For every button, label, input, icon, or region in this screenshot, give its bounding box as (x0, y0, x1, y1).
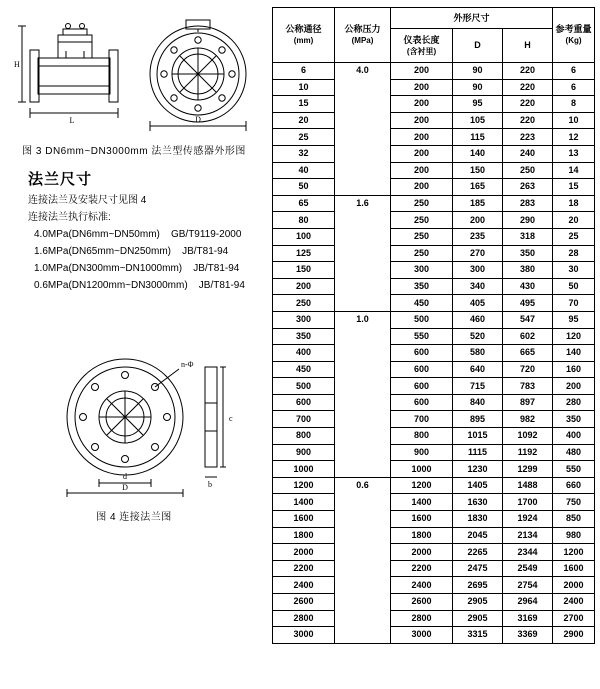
specification-table (272, 7, 595, 644)
table-row (273, 162, 595, 179)
cell-dim-d: 520 (453, 328, 503, 345)
cell-meter-length: 700 (391, 411, 453, 428)
table-row (273, 477, 595, 494)
cell-nominal-diameter: 6 (273, 63, 335, 80)
cell-reference-weight: 50 (553, 278, 595, 295)
svg-text:D: D (122, 483, 128, 492)
cell-dim-h: 1924 (503, 511, 553, 528)
cell-nominal-diameter: 50 (273, 179, 335, 196)
cell-meter-length: 250 (391, 212, 453, 229)
cell-reference-weight: 14 (553, 162, 595, 179)
cell-meter-length: 2200 (391, 560, 453, 577)
cell-reference-weight: 480 (553, 444, 595, 461)
cell-reference-weight: 6 (553, 63, 595, 80)
cell-dim-d: 1830 (453, 511, 503, 528)
cell-dim-h: 665 (503, 345, 553, 362)
cell-dim-h: 220 (503, 63, 553, 80)
cell-nominal-diameter: 1600 (273, 511, 335, 528)
header-dim-d: D (453, 29, 503, 63)
cell-dim-d: 185 (453, 195, 503, 212)
cell-nominal-diameter: 2800 (273, 610, 335, 627)
cell-nominal-diameter: 40 (273, 162, 335, 179)
cell-nominal-diameter: 500 (273, 378, 335, 395)
cell-nominal-diameter: 25 (273, 129, 335, 146)
cell-meter-length: 200 (391, 179, 453, 196)
cell-meter-length: 2600 (391, 594, 453, 611)
cell-reference-weight: 2700 (553, 610, 595, 627)
table-row (273, 228, 595, 245)
left-column (0, 0, 268, 689)
spec-line-4: 1.0MPa(DN300mm~DN1000mm) JB/T81-94 (34, 263, 240, 274)
cell-meter-length: 300 (391, 262, 453, 279)
cell-nominal-diameter: 3000 (273, 627, 335, 644)
cell-reference-weight: 1600 (553, 560, 595, 577)
cell-dim-h: 350 (503, 245, 553, 262)
cell-meter-length: 2000 (391, 544, 453, 561)
cell-dim-d: 115 (453, 129, 503, 146)
figure-3-caption: 图 3 DN6mm~DN3000mm 法兰型传感器外形图 (22, 146, 246, 157)
cell-dim-h: 290 (503, 212, 553, 229)
cell-dim-d: 1115 (453, 444, 503, 461)
cell-reference-weight: 30 (553, 262, 595, 279)
table-row (273, 311, 595, 328)
header-meter-length (391, 29, 453, 63)
cell-meter-length: 600 (391, 345, 453, 362)
cell-meter-length: 200 (391, 162, 453, 179)
cell-meter-length: 200 (391, 96, 453, 113)
cell-dim-d: 2475 (453, 560, 503, 577)
cell-nominal-diameter: 20 (273, 112, 335, 129)
cell-dim-h: 240 (503, 145, 553, 162)
cell-reference-weight: 8 (553, 96, 595, 113)
cell-reference-weight: 15 (553, 179, 595, 196)
spec-line-1: 连接法兰执行标准: (28, 212, 111, 223)
table-row (273, 262, 595, 279)
cell-dim-h: 283 (503, 195, 553, 212)
svg-text:L: L (69, 116, 75, 125)
table-row (273, 63, 595, 80)
cell-reference-weight: 2000 (553, 577, 595, 594)
table-row (273, 610, 595, 627)
cell-nominal-diameter: 1000 (273, 461, 335, 478)
cell-dim-h: 3369 (503, 627, 553, 644)
cell-dim-h: 1092 (503, 428, 553, 445)
cell-meter-length: 350 (391, 278, 453, 295)
cell-dim-h: 3169 (503, 610, 553, 627)
cell-nominal-diameter: 32 (273, 145, 335, 162)
table-row (273, 394, 595, 411)
cell-meter-length: 600 (391, 378, 453, 395)
header-nominal-diameter-text: 公称通径 (285, 24, 322, 34)
cell-reference-weight: 400 (553, 428, 595, 445)
cell-reference-weight: 13 (553, 145, 595, 162)
section-title-flange-size: 法兰尺寸 (28, 171, 93, 188)
cell-nominal-pressure: 4.0 (335, 63, 391, 196)
cell-meter-length: 200 (391, 112, 453, 129)
cell-meter-length: 200 (391, 63, 453, 80)
cell-dim-d: 300 (453, 262, 503, 279)
header-nominal-pressure-text: 公称压力 (344, 24, 381, 34)
cell-dim-h: 220 (503, 96, 553, 113)
table-row (273, 560, 595, 577)
cell-meter-length: 200 (391, 145, 453, 162)
cell-meter-length: 1600 (391, 511, 453, 528)
cell-dim-d: 1015 (453, 428, 503, 445)
cell-nominal-diameter: 65 (273, 195, 335, 212)
cell-meter-length: 450 (391, 295, 453, 312)
cell-meter-length: 600 (391, 361, 453, 378)
cell-dim-h: 2134 (503, 527, 553, 544)
cell-dim-h: 2754 (503, 577, 553, 594)
table-row (273, 179, 595, 196)
cell-nominal-diameter: 300 (273, 311, 335, 328)
cell-nominal-diameter: 1200 (273, 477, 335, 494)
table-row (273, 494, 595, 511)
cell-dim-d: 840 (453, 394, 503, 411)
cell-dim-d: 235 (453, 228, 503, 245)
cell-dim-d: 140 (453, 145, 503, 162)
cell-meter-length: 250 (391, 228, 453, 245)
table-row (273, 96, 595, 113)
table-row (273, 378, 595, 395)
table-row (273, 361, 595, 378)
cell-dim-d: 1405 (453, 477, 503, 494)
header-outline-dimensions: 外形尺寸 (391, 8, 553, 29)
header-meter-length-sub: (含衬里) (406, 46, 437, 56)
table-row (273, 428, 595, 445)
cell-dim-h: 263 (503, 179, 553, 196)
cell-dim-h: 250 (503, 162, 553, 179)
cell-meter-length: 800 (391, 428, 453, 445)
table-row (273, 145, 595, 162)
cell-dim-h: 1700 (503, 494, 553, 511)
cell-dim-d: 90 (453, 63, 503, 80)
header-meter-length-text: 仪表长度 (403, 34, 440, 45)
cell-nominal-diameter: 100 (273, 228, 335, 245)
cell-reference-weight: 140 (553, 345, 595, 362)
specification-table-wrap (272, 7, 594, 644)
cell-reference-weight: 550 (553, 461, 595, 478)
cell-dim-h: 720 (503, 361, 553, 378)
cell-nominal-diameter: 80 (273, 212, 335, 229)
cell-meter-length: 2800 (391, 610, 453, 627)
cell-reference-weight: 280 (553, 394, 595, 411)
cell-dim-d: 405 (453, 295, 503, 312)
cell-nominal-diameter: 2600 (273, 594, 335, 611)
header-nominal-diameter-unit: (mm) (293, 36, 314, 45)
cell-dim-d: 1230 (453, 461, 503, 478)
specification-table-body (273, 63, 595, 644)
cell-reference-weight: 850 (553, 511, 595, 528)
cell-nominal-diameter: 150 (273, 262, 335, 279)
cell-meter-length: 1800 (391, 527, 453, 544)
svg-text:n-Φ: n-Φ (181, 360, 194, 369)
cell-nominal-diameter: 450 (273, 361, 335, 378)
header-reference-weight (553, 8, 595, 63)
header-reference-weight-unit: (Kg) (565, 36, 582, 45)
cell-nominal-diameter: 250 (273, 295, 335, 312)
table-row (273, 411, 595, 428)
cell-dim-d: 340 (453, 278, 503, 295)
cell-nominal-diameter: 125 (273, 245, 335, 262)
cell-dim-d: 2695 (453, 577, 503, 594)
table-row (273, 278, 595, 295)
cell-dim-d: 640 (453, 361, 503, 378)
cell-reference-weight: 10 (553, 112, 595, 129)
header-dim-h: H (503, 29, 553, 63)
cell-meter-length: 2400 (391, 577, 453, 594)
cell-dim-d: 2265 (453, 544, 503, 561)
cell-reference-weight: 350 (553, 411, 595, 428)
cell-dim-h: 318 (503, 228, 553, 245)
cell-nominal-pressure: 1.6 (335, 195, 391, 311)
cell-meter-length: 200 (391, 129, 453, 146)
cell-reference-weight: 2400 (553, 594, 595, 611)
cell-dim-d: 90 (453, 79, 503, 96)
cell-dim-d: 105 (453, 112, 503, 129)
spec-line-5: 0.6MPa(DN1200mm~DN3000mm) JB/T81-94 (34, 280, 245, 291)
cell-meter-length: 600 (391, 394, 453, 411)
cell-reference-weight: 6 (553, 79, 595, 96)
table-row (273, 328, 595, 345)
table-row (273, 79, 595, 96)
cell-reference-weight: 95 (553, 311, 595, 328)
cell-meter-length: 3000 (391, 627, 453, 644)
cell-dim-h: 982 (503, 411, 553, 428)
cell-reference-weight: 1200 (553, 544, 595, 561)
cell-dim-h: 783 (503, 378, 553, 395)
spec-line-2: 4.0MPa(DN6mm~DN50mm) GB/T9119-2000 (34, 229, 242, 240)
cell-dim-d: 3315 (453, 627, 503, 644)
cell-nominal-diameter: 800 (273, 428, 335, 445)
cell-reference-weight: 2900 (553, 627, 595, 644)
header-nominal-pressure-unit: (MPa) (351, 36, 374, 45)
cell-dim-h: 2344 (503, 544, 553, 561)
svg-text:H: H (14, 60, 20, 69)
cell-nominal-pressure: 0.6 (335, 477, 391, 643)
table-row (273, 461, 595, 478)
cell-reference-weight: 28 (553, 245, 595, 262)
header-nominal-diameter (273, 8, 335, 63)
cell-nominal-diameter: 900 (273, 444, 335, 461)
cell-meter-length: 1400 (391, 494, 453, 511)
cell-nominal-diameter: 700 (273, 411, 335, 428)
cell-reference-weight: 120 (553, 328, 595, 345)
cell-reference-weight: 160 (553, 361, 595, 378)
svg-text:d: d (123, 472, 127, 481)
cell-dim-d: 270 (453, 245, 503, 262)
cell-dim-d: 715 (453, 378, 503, 395)
cell-meter-length: 1000 (391, 461, 453, 478)
cell-nominal-diameter: 600 (273, 394, 335, 411)
cell-dim-h: 897 (503, 394, 553, 411)
table-row (273, 444, 595, 461)
cell-meter-length: 250 (391, 195, 453, 212)
figure-connection-flange (55, 355, 245, 500)
table-row (273, 212, 595, 229)
cell-dim-d: 580 (453, 345, 503, 362)
cell-dim-h: 430 (503, 278, 553, 295)
cell-dim-d: 200 (453, 212, 503, 229)
cell-dim-h: 1192 (503, 444, 553, 461)
spec-line-3: 1.6MPa(DN65mm~DN250mm) JB/T81-94 (34, 246, 229, 257)
cell-reference-weight: 70 (553, 295, 595, 312)
cell-dim-h: 2549 (503, 560, 553, 577)
cell-nominal-diameter: 200 (273, 278, 335, 295)
table-row (273, 245, 595, 262)
cell-meter-length: 1200 (391, 477, 453, 494)
figure-flange-sensor-outline (8, 18, 260, 133)
spec-line-0: 连接法兰及安装尺寸见图 4 (28, 195, 147, 206)
cell-dim-h: 1488 (503, 477, 553, 494)
cell-dim-d: 895 (453, 411, 503, 428)
cell-nominal-diameter: 2400 (273, 577, 335, 594)
cell-reference-weight: 18 (553, 195, 595, 212)
cell-nominal-diameter: 1400 (273, 494, 335, 511)
flange-spec-list (28, 192, 263, 294)
cell-dim-d: 165 (453, 179, 503, 196)
table-row (273, 527, 595, 544)
table-row (273, 511, 595, 528)
cell-dim-d: 460 (453, 311, 503, 328)
svg-text:b: b (208, 480, 212, 489)
cell-nominal-diameter: 1800 (273, 527, 335, 544)
cell-dim-h: 495 (503, 295, 553, 312)
cell-nominal-diameter: 15 (273, 96, 335, 113)
cell-nominal-diameter: 2200 (273, 560, 335, 577)
cell-nominal-diameter: 400 (273, 345, 335, 362)
cell-nominal-diameter: 350 (273, 328, 335, 345)
svg-text:c: c (229, 414, 233, 423)
cell-dim-h: 2964 (503, 594, 553, 611)
cell-dim-h: 1299 (503, 461, 553, 478)
cell-dim-h: 220 (503, 79, 553, 96)
cell-dim-d: 2045 (453, 527, 503, 544)
cell-meter-length: 200 (391, 79, 453, 96)
cell-nominal-diameter: 10 (273, 79, 335, 96)
cell-meter-length: 550 (391, 328, 453, 345)
cell-reference-weight: 200 (553, 378, 595, 395)
cell-dim-d: 1630 (453, 494, 503, 511)
cell-dim-d: 95 (453, 96, 503, 113)
cell-nominal-diameter: 2000 (273, 544, 335, 561)
table-row (273, 594, 595, 611)
cell-reference-weight: 12 (553, 129, 595, 146)
cell-reference-weight: 660 (553, 477, 595, 494)
cell-dim-h: 223 (503, 129, 553, 146)
cell-meter-length: 250 (391, 245, 453, 262)
table-row (273, 112, 595, 129)
cell-reference-weight: 25 (553, 228, 595, 245)
cell-dim-h: 220 (503, 112, 553, 129)
cell-dim-h: 380 (503, 262, 553, 279)
cell-dim-d: 150 (453, 162, 503, 179)
table-row (273, 577, 595, 594)
header-reference-weight-text: 参考重量 (555, 24, 592, 34)
table-row (273, 129, 595, 146)
cell-reference-weight: 750 (553, 494, 595, 511)
cell-meter-length: 900 (391, 444, 453, 461)
cell-dim-h: 547 (503, 311, 553, 328)
table-row (273, 544, 595, 561)
table-row (273, 627, 595, 644)
header-nominal-pressure (335, 8, 391, 63)
table-row (273, 345, 595, 362)
svg-text:D: D (195, 115, 201, 124)
figure-4-caption: 图 4 连接法兰图 (96, 512, 172, 523)
table-row (273, 295, 595, 312)
table-row (273, 195, 595, 212)
cell-reference-weight: 20 (553, 212, 595, 229)
cell-dim-d: 2905 (453, 610, 503, 627)
cell-nominal-pressure: 1.0 (335, 311, 391, 477)
cell-dim-h: 602 (503, 328, 553, 345)
cell-meter-length: 500 (391, 311, 453, 328)
cell-reference-weight: 980 (553, 527, 595, 544)
cell-dim-d: 2905 (453, 594, 503, 611)
